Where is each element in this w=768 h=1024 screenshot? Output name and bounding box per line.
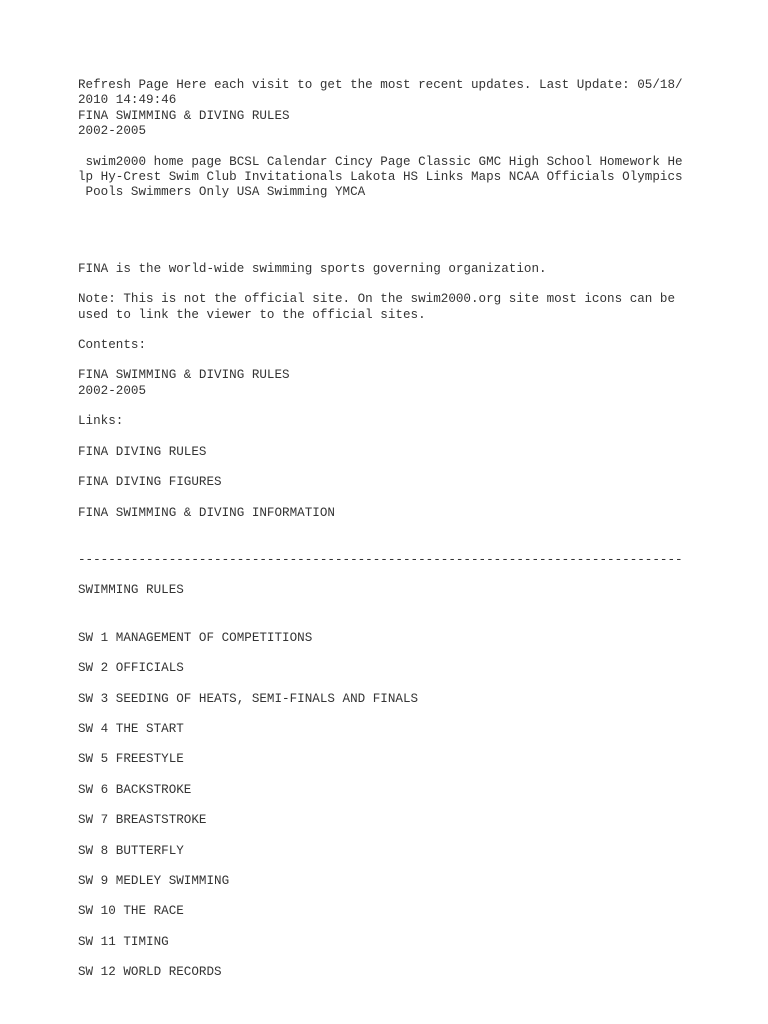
last-update-timestamp: 2010 14:49:46	[78, 93, 177, 108]
links-label: Links:	[78, 414, 124, 429]
nav-links-line-3[interactable]: Pools Swimmers Only USA Swimming YMCA	[78, 185, 366, 200]
document-page	[78, 78, 698, 981]
rule-item[interactable]: SW 8 BUTTERFLY	[78, 843, 184, 858]
contents-item-title[interactable]: FINA SWIMMING & DIVING RULES	[78, 368, 290, 383]
rule-item[interactable]: SW 11 TIMING	[78, 934, 169, 949]
contents-item-years[interactable]: 2002-2005	[78, 383, 147, 398]
rule-item[interactable]: SW 5 FREESTYLE	[78, 752, 184, 767]
link-diving-figures[interactable]: FINA DIVING FIGURES	[78, 475, 222, 490]
divider-line: --------------------------------------------------------------------------------	[78, 552, 683, 567]
page-title: FINA SWIMMING & DIVING RULES	[78, 108, 290, 123]
nav-links-line-1[interactable]: swim2000 home page BCSL Calendar Cincy Page Classic GMC High School Homework He	[78, 154, 683, 169]
rule-item[interactable]: SW 1 MANAGEMENT OF COMPETITIONS	[78, 630, 313, 645]
refresh-notice[interactable]: Refresh Page Here each visit to get the most recent updates. Last Update: 05/18/	[78, 78, 683, 92]
page-title-years: 2002-2005	[78, 124, 147, 139]
swimming-rules-list	[78, 631, 698, 981]
link-diving-rules[interactable]: FINA DIVING RULES	[78, 444, 207, 459]
site-navigation	[78, 155, 698, 201]
rule-item[interactable]: SW 9 MEDLEY SWIMMING	[78, 873, 230, 888]
disclaimer-note-line-1: Note: This is not the official site. On the swim2000.org site most icons can be	[78, 292, 676, 307]
section-heading-swimming-rules: SWIMMING RULES	[78, 583, 184, 598]
rule-item[interactable]: SW 7 BREASTSTROKE	[78, 813, 207, 828]
rule-item[interactable]: SW 10 THE RACE	[78, 904, 184, 919]
nav-links-line-2[interactable]: lp Hy-Crest Swim Club Invitationals Lakota HS Links Maps NCAA Officials Olympics	[78, 170, 683, 185]
rule-item[interactable]: SW 2 OFFICIALS	[78, 661, 184, 676]
rule-item[interactable]: SW 4 THE START	[78, 721, 184, 736]
rule-item[interactable]: SW 6 BACKSTROKE	[78, 782, 192, 797]
page-header	[78, 78, 698, 140]
disclaimer-note-line-2: used to link the viewer to the official sites.	[78, 307, 426, 322]
contents-label: Contents:	[78, 338, 147, 353]
link-swimming-diving-information[interactable]: FINA SWIMMING & DIVING INFORMATION	[78, 505, 335, 520]
rule-item[interactable]: SW 12 WORLD RECORDS	[78, 965, 222, 980]
rule-item[interactable]: SW 3 SEEDING OF HEATS, SEMI-FINALS AND FINALS	[78, 691, 419, 706]
intro-text: FINA is the world-wide swimming sports governing organization.	[78, 261, 547, 276]
